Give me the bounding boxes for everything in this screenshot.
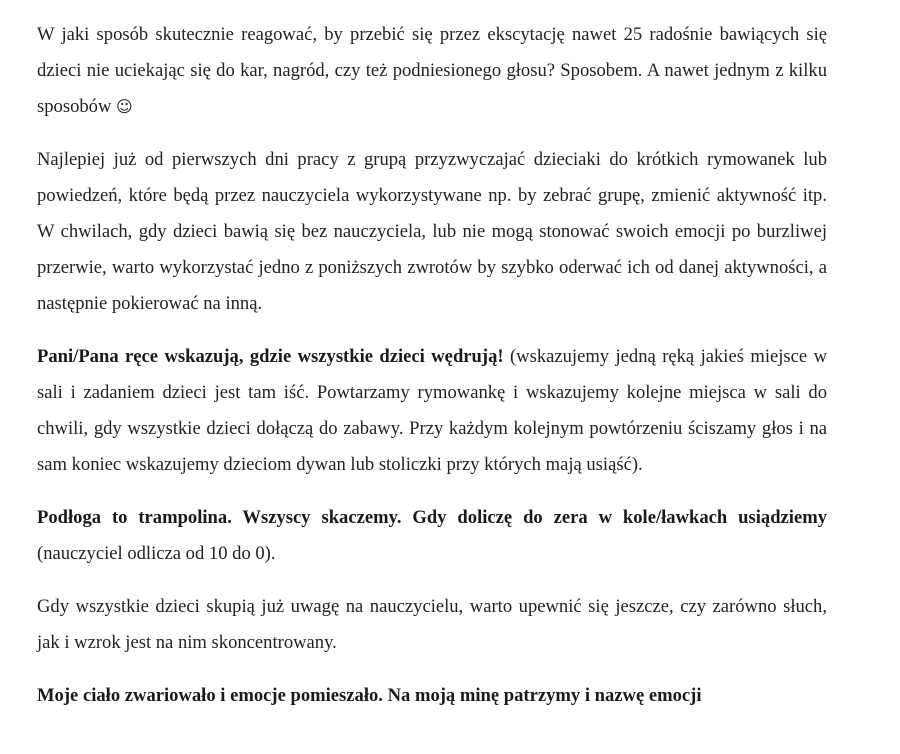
paragraph-trampoline — [37, 500, 827, 572]
rhyme-hands-point: Pani/Pana ręce wskazują, gdzie wszystkie dzieci wędrują! — [37, 346, 504, 367]
smiley-icon: ☺ — [116, 97, 133, 116]
paragraph-attention — [37, 589, 827, 661]
paragraph-hands-point — [37, 339, 827, 483]
paragraph-intro-text: W jaki sposób skutecznie reagować, by przebić się przez ekscytację nawet 25 radośnie bawiących się dzieci nie uciekając się do kar, nagród, czy też podniesionego głosu? Sposobem. A nawet jednym z kilku sposobów — [37, 24, 827, 117]
paragraph-emotions — [37, 678, 827, 714]
paragraph-rhymes — [37, 142, 827, 322]
rhyme-trampoline-description: (nauczyciel odlicza od 10 do 0). — [37, 543, 276, 564]
paragraph-rhymes-text: Najlepiej już od pierwszych dni pracy z grupą przyzwyczajać dzieciaki do krótkich rymowanek lub powiedzeń, które będą przez nauczyciela wykorzystywane np. by zebrać grupę, zmienić aktywność itp. W chwilach, gdy dzieci bawią się bez nauczyciela, lub nie mogą stonować swoich emocji po burzliwej przerwie, warto wykorzystać jedno z poniższych zwrotów by szybko oderwać ich od danej aktywności, a następnie pokierować na inną. — [37, 149, 827, 314]
rhyme-emotions: Moje ciało zwariowało i emocje pomieszało. Na moją minę patrzymy i nazwę emocji — [37, 685, 702, 706]
paragraph-intro — [37, 17, 827, 125]
rhyme-hands-point-description: (wskazujemy jedną ręką jakieś miejsce w sali i zadaniem dzieci jest tam iść. Powtarzamy rymowankę i wskazujemy kolejne miejsca w sali do chwili, gdy wszystkie dzieci dołączą do zabawy. Przy każdym kolejnym powtórzeniu ściszamy głos i na sam koniec wskazujemy dzieciom dywan lub stoliczki przy których mają usiąść). — [37, 346, 827, 475]
rhyme-trampoline: Podłoga to trampolina. Wszyscy skaczemy. Gdy doliczę do zera w kole/ławkach usiądziemy — [37, 507, 827, 528]
paragraph-attention-text: Gdy wszystkie dzieci skupią już uwagę na nauczycielu, warto upewnić się jeszcze, czy zarówno słuch, jak i wzrok jest na nim skoncentrowany. — [37, 596, 827, 653]
document-page — [37, 17, 827, 731]
